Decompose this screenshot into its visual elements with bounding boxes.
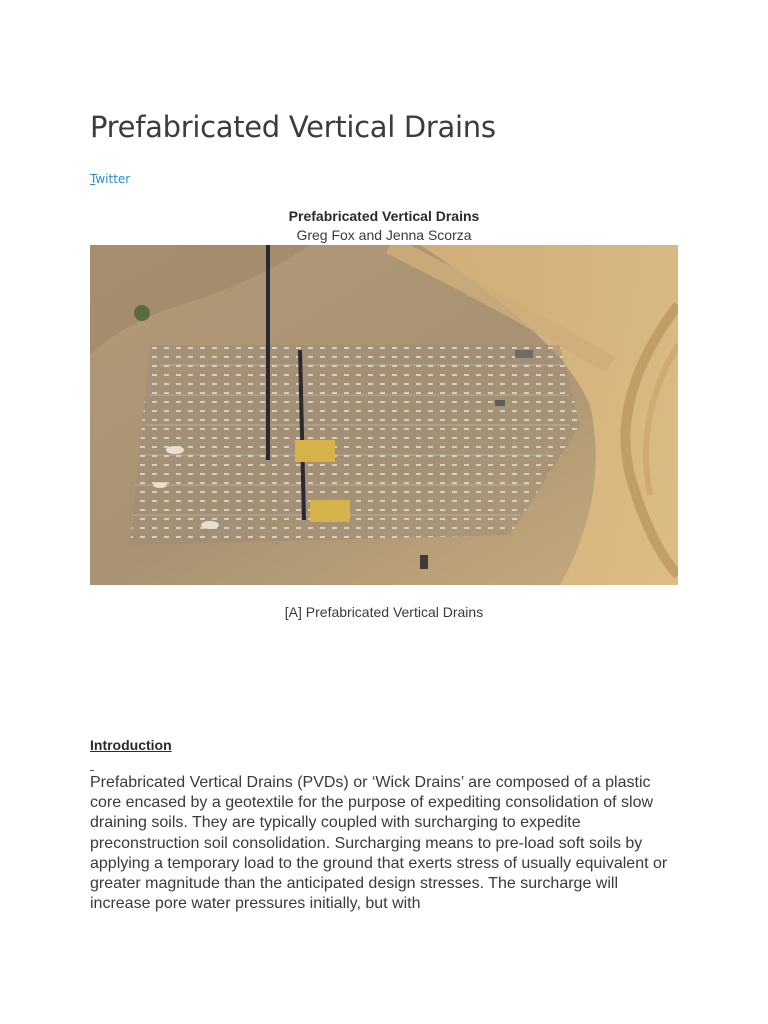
figure-authors: Greg Fox and Jenna Scorza	[296, 227, 472, 243]
introduction-paragraph: Prefabricated Vertical Drains (PVDs) or ‘Wick Drains’ are composed of a plastic core encased by a geotextile for the purpose of expediting consolidation of slow draining soils. They are typically coupled with surcharging to expedite preconstruction soil consolidation. Surcharging means to pre-load soft soils by applying a temporary load to the ground that exerts stress of usually equivalent or greater magnitude than the anticipated design stresses. The surcharge will increase pore water pressures initially, but with	[90, 774, 668, 913]
figure-title: Prefabricated Vertical Drains	[288, 208, 480, 224]
underline-mark	[90, 770, 94, 771]
section-heading: Introduction	[90, 737, 172, 753]
twitter-link[interactable]	[90, 172, 130, 186]
construction-site-photo	[90, 245, 678, 585]
twitter-link-text: witter	[95, 172, 131, 186]
page-title: Prefabricated Vertical Drains	[90, 110, 496, 144]
twitter-link-initial: T	[90, 172, 96, 186]
figure-caption: [A] Prefabricated Vertical Drains	[284, 604, 484, 620]
